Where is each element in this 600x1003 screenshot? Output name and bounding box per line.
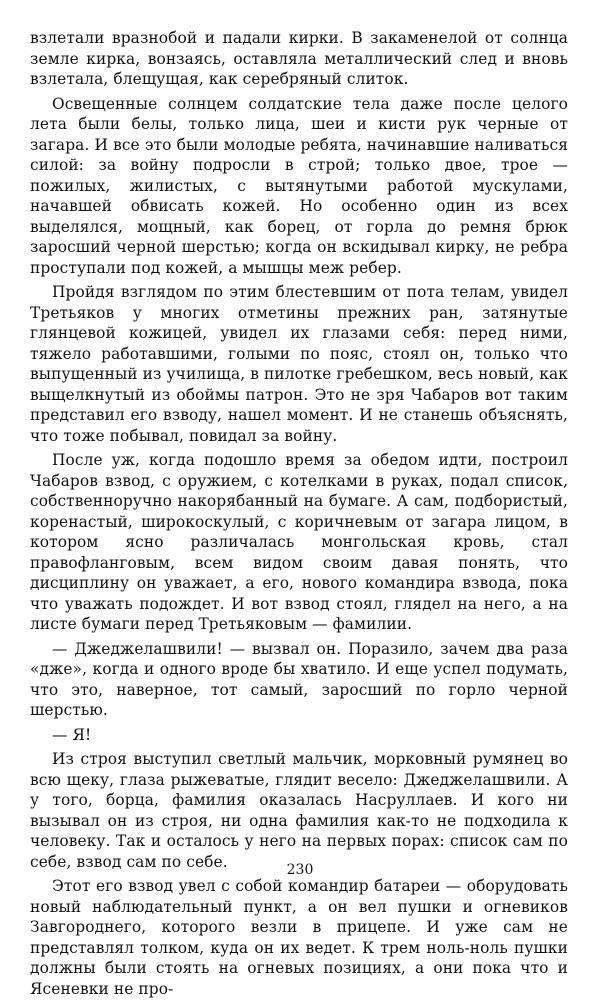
paragraph-2: Освещенные солнцем солдатские тела даже после целого лета были белы, только лица, шеи и кисти рук черные от загара. И все это были молодые ребята, начинавшие наливаться силой: за войну подросли в строй; только двое, трое — пожилых, жилистых, с вытянутыми работой мускулами, начавшей обвисать кожей. Но особенно один из всех выделялся, мощный, как борец, от горла до ремня брюк заросший черной шерстью; когда он вскидывал кирку, не ребра проступали под кожей, а мышцы меж ребер. [30, 94, 568, 277]
page-text [30, 28, 568, 1003]
paragraph-4: После уж, когда подошло время за обедом идти, построил Чабаров взвод, с оружием, с котелками в руках, подал список, собственноручно накорябанный на бумаге. А сам, подбористый, коренастый, широкоскулый, с коричневым от загара лицом, в котором ясно различалась монгольская кровь, стал правофланговым, всем видом своим давая понять, что дисциплину он уважает, а его, нового командира взвода, пока что уважать подождет. И вот взвод стоял, глядел на него, а на листе бумаги перед Третьяковым — фамилии. [30, 451, 568, 633]
paragraph-6: — Я! [52, 725, 92, 744]
page-number: 230 [286, 862, 314, 878]
paragraph-5: — Джеджелашвили! — вызвал он. Поразило, зачем два раза «дже», когда и одного вроде бы хватило. И еще успел подумать, что это, наверное, тот самый, заросший по горло черной шерстью. [30, 639, 568, 719]
paragraph-3: Пройдя взглядом по этим блестевшим от пота телам, увидел Третьяков у многих отметины прежних ран, затянутые глянцевой кожицей, увидел их глазами себя: перед ними, тяжело работавшими, голыми по пояс, стоял он, только что выпущенный из училища, в пилотке гребешком, весь новый, как выщелкнутый из обоймы патрон. Это не зря Чабаров вот таким представил его взводу, нашел момент. И не станешь объяснять, что тоже побывал, повидал за войну. [30, 283, 568, 445]
paragraph-8: Этот его взвод увел с собой командир батареи — оборудовать новый наблюдательный пункт, а он вел пушки и огневиков Завгороднего, которого везли в прицепе. И уже сам не представлял толком, куда он их ведет. К трем ноль-ноль пушки должны были стоять на огневых позициях, а они пока что и Ясеневки не про- [30, 877, 568, 998]
paragraph-7: Из строя выступил светлый мальчик, морковный румянец во всю щеку, глаза рыжеватые, глядит весело: Джеджелашвили. А у того, борца, фамилия оказалась Насруллаев. И кого ни вызывал он из строя, ни одна фамилия как-то не подходила к человеку. Так и осталось у него на первых порах: список сам по себе, взвод сам по себе. [30, 750, 568, 871]
paragraph-1: взлетали вразнобой и падали кирки. В закаменелой от солнца земле кирка, вонзаясь, оставляла металлический след и вновь взлетала, блещущая, как серебряный слиток. [30, 29, 568, 88]
